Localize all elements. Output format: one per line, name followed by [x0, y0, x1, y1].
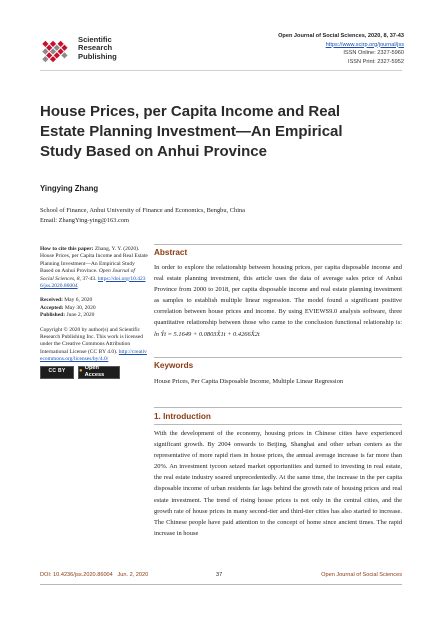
intro-top-rule: [154, 407, 402, 408]
received-label: Received:: [40, 297, 63, 304]
header-divider: [40, 70, 402, 71]
published-label: Published:: [40, 312, 66, 319]
open-access-label: Open Access: [84, 364, 105, 379]
article-sidebar: [40, 246, 148, 379]
footer-date: Jun. 2, 2020: [117, 572, 149, 578]
journal-citation-line: Open Journal of Social Sciences, 2020, 8, 37-43: [278, 33, 404, 39]
copyright-text: Copyright © 2020 by author(s) and Scientific Research Publishing Inc. This work is licensed under the Creative Commons Attribution International License (CC BY 4.0).: [40, 326, 144, 355]
logo-square: [42, 48, 48, 54]
citation-block: [40, 246, 148, 290]
accepted-value: May 30, 2020: [64, 304, 96, 311]
footer-doi: DOI: 10.4236/jss.2020.86004: [40, 572, 113, 578]
regression-formula: ln Ŷt = 5.1649 + 0.0803X̂1t + 0.4266X̂2t: [154, 330, 260, 338]
cite-label: How to cite this paper:: [40, 246, 94, 252]
license-badges: [40, 366, 148, 379]
introduction-text: With the development of the economy, housing prices in Chinese cities have experienced significant growth. By 2004 onwards to Beijing, Shanghai and other urban centers as the representative of more rapid rises in house prices, the annual average increase is far more than 20%. An investment tycoon seized market opportunities and turned to investing in real estate, the real estate industry soared unprecedentedly. At the same time, the increase in the per capita disposable income of urban residents far lags behind the growth rate of housing prices and real estate investment. The trend of rising house prices is not only in the central cities, and the growth rate of house prices in many second-tier and third-tier cities has also started to increase. The Chinese people have paid attention to the concept of home since ancient times. The rapid increase in house: [154, 430, 402, 537]
logo-square: [50, 56, 56, 62]
logo-square: [42, 56, 48, 62]
issn-print: ISSN Print: 2327-5952: [348, 58, 404, 65]
paper-title: [40, 102, 410, 162]
accepted-label: Accepted:: [40, 304, 64, 311]
logo-square: [46, 45, 52, 51]
logo-square: [50, 41, 56, 47]
title-line: House Prices, per Capita Income and Real: [40, 103, 341, 120]
cite-doi-link[interactable]: https://doi.org/10.4236/jss.2020.86004: [40, 275, 146, 290]
open-access-badge[interactable]: [78, 366, 120, 379]
published-date: [40, 312, 148, 319]
logo-square: [58, 41, 64, 47]
logo-square: [61, 52, 67, 58]
logo-square: [58, 48, 64, 54]
keywords-top-rule: [154, 357, 402, 358]
title-line: Estate Planning Investment—An Empirical: [40, 123, 343, 140]
accepted-date: [40, 305, 148, 312]
journal-url-link[interactable]: https://www.scirp.org/journal/jss: [325, 41, 404, 48]
publisher-name: [78, 36, 117, 61]
logo-square: [50, 48, 56, 54]
page-number: 37: [216, 572, 223, 578]
footer-doi-date: [40, 572, 148, 578]
open-lock-icon: ●: [79, 368, 83, 375]
logo-square: [54, 45, 60, 51]
author-email: Email: ZhangYing-ying@163.com: [40, 216, 129, 224]
affiliation-text: School of Finance, Anhui University of Finance and Economics, Bengbu, China: [40, 207, 245, 214]
author-name: Yingying Zhang: [40, 184, 99, 193]
published-value: June 2, 2020: [66, 312, 95, 319]
logo-square: [42, 41, 48, 47]
abstract-heading: Abstract: [154, 248, 188, 257]
logo-square: [61, 45, 67, 51]
received-date: [40, 297, 148, 304]
keywords-heading: Keywords: [154, 361, 194, 370]
abstract-text: In order to explore the relationship between housing prices, per capita disposable income and real estate planning investment, this article uses the data of average sales price of Anhui Province from 2000 to 2018, per capita disposable income and real estate planning investment as samples to establish multiple linear regression. The model found a significant positive correlation between house prices and income. By using EVIEWS9.0 analysis software, three quantitative relationship between those who came to the conclusion functional relationship is:: [154, 264, 402, 327]
logo-square: [54, 52, 60, 58]
dates-block: [40, 297, 148, 319]
abstract-top-rule: [154, 244, 402, 245]
issn-online: ISSN Online: 2327-5960: [343, 50, 404, 57]
logo-square: [46, 52, 52, 58]
publisher-line: Publishing: [78, 51, 117, 61]
intro-bottom-rule: [154, 424, 402, 425]
copyright-block: [40, 327, 148, 364]
license-link[interactable]: http://creativecommons.org/licenses/by/4.0/: [40, 348, 147, 363]
title-line: Study Based on Anhui Province: [40, 143, 267, 160]
cite-text: Zhang, Y. Y. (2020). House Prices, per Capita Income and Real Estate Planning Investment—An Empirical Study Based on Anhui Province.: [40, 246, 148, 275]
cite-journal: Open Journal of Social Sciences, 8,: [40, 268, 135, 282]
received-value: May 6, 2020: [64, 297, 93, 304]
footer-journal: Open Journal of Social Sciences: [321, 572, 402, 578]
publisher-line: Research: [78, 43, 113, 53]
journal-info: [278, 32, 404, 66]
publisher-line: Scientific: [78, 35, 112, 44]
keywords-text: House Prices, Per Capita Disposable Income, Multiple Linear Regression: [154, 378, 344, 385]
introduction-heading: 1. Introduction: [154, 412, 211, 421]
footer-divider: [40, 584, 402, 585]
author-affiliation: [40, 206, 245, 225]
cite-pages: 37-43.: [82, 275, 97, 282]
abstract-body: [154, 262, 402, 340]
cc-by-badge[interactable]: CC BY: [40, 366, 74, 379]
